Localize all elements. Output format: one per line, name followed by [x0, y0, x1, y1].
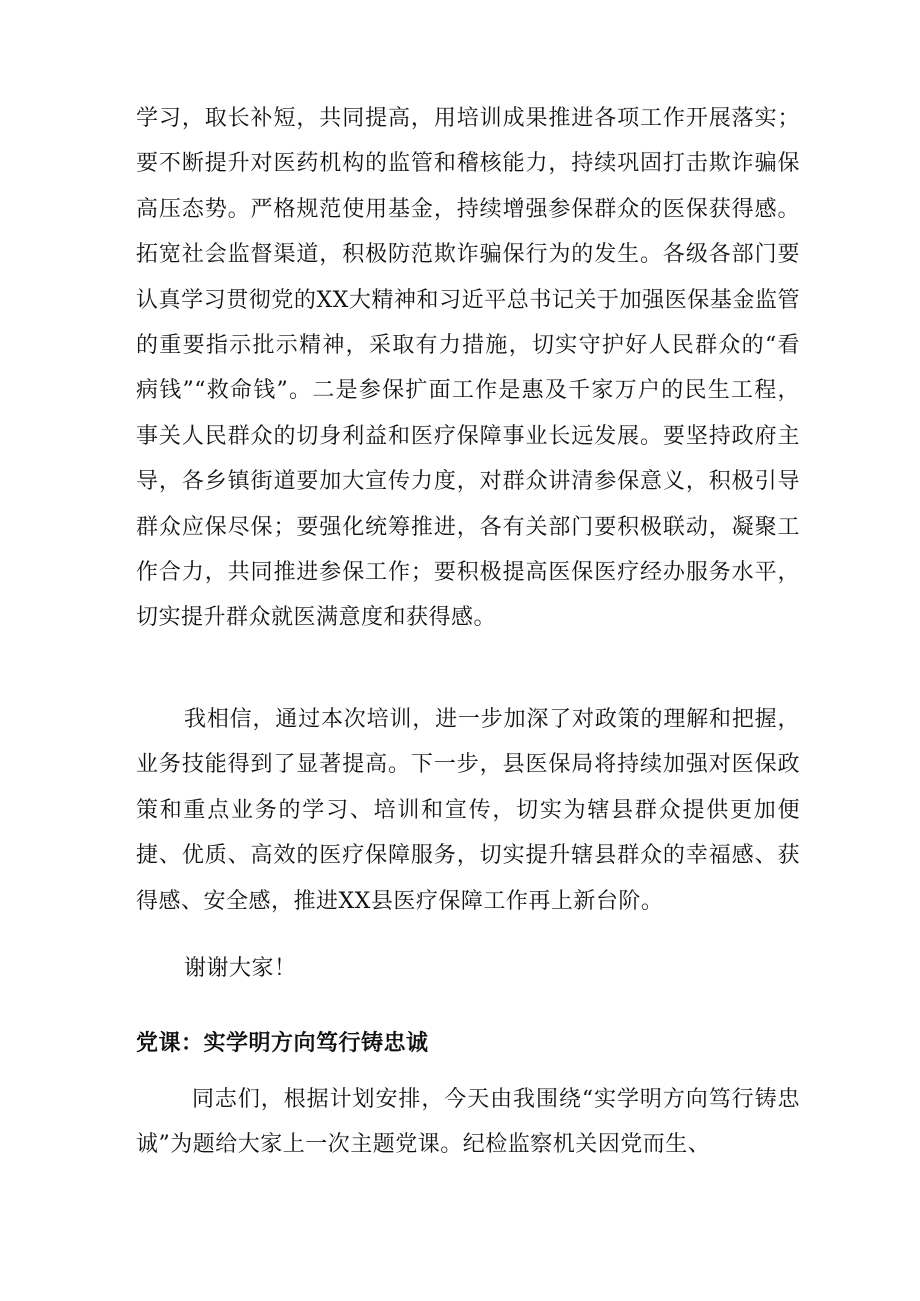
closing-thanks: 谢谢大家！ — [184, 956, 297, 981]
body-paragraph-medical-insurance: 学习，取长补短，共同提高，用培训成果推进各项工作开展落实；要不断提升对医药机构的监管和稽核能力，持续巩固打击欺诈骗保高压态势。严格规范使用基金，持续增强参保群众的医保获得感。拓宽社会监督渠道，积极防范欺诈骗保行为的发生。各级各部门要认真学习贯彻党的XX大精神和习近平总书记关于加强医保基金监管的重要指示批示精神，采取有力措施，切实守护好人民群众的“看病钱”“救命钱”。二是参保扩面工作是惠及千家万户的民生工程，事关人民群众的切身利益和医疗保障事业长远发展。要坚持政府主导，各乡镇街道要加大宣传力度，对群众讲清参保意义，积极引导群众应保尽保；要强化统筹推进，各有关部门要积极联动，凝聚工作合力，共同推进参保工作；要积极提高医保医疗经办服务水平，切实提升群众就医满意度和获得感。 — [136, 106, 800, 631]
section-heading: 党课：实学明方向笃行铸忠诚 — [136, 1031, 429, 1056]
body-paragraph-party-lesson: 同志们，根据计划安排，今天由我围绕“实学明方向笃行铸忠诚”为题给大家上一次主题党课。纪检监察机关因党而生、 — [136, 1087, 800, 1158]
body-paragraph-conclusion: 我相信，通过本次培训，进一步加深了对政策的理解和把握，业务技能得到了显著提高。下一步，县医保局将持续加强对医保政策和重点业务的学习、培训和宣传，切实为辖县群众提供更加便捷、优质、高效的医疗保障服务，切实提升辖县群众的幸福感、获得感、安全感，推进XX县医疗保障工作再上新台阶。 — [136, 707, 800, 914]
